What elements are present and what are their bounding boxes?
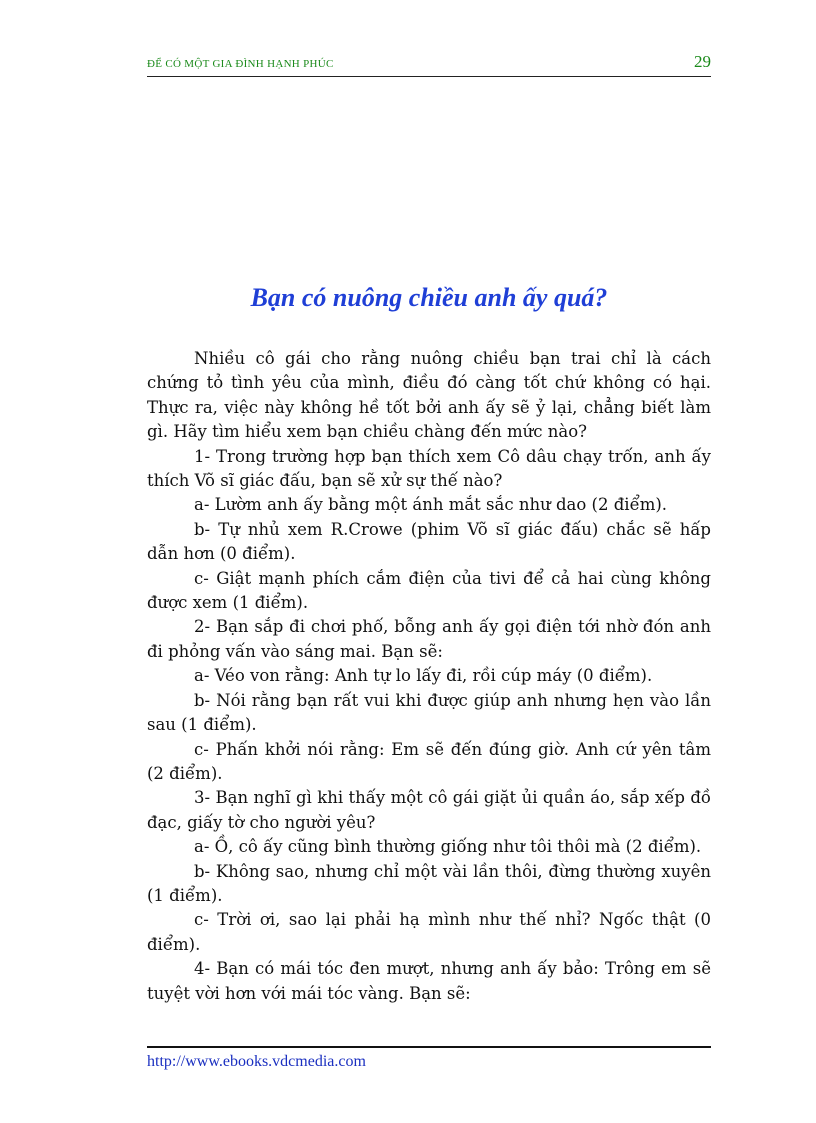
article-title: Bạn có nuông chiều anh ấy quá? xyxy=(250,283,608,312)
answer-3a: a- Ồ, cô ấy cũng bình thường giống như tôi thôi mà (2 điểm). xyxy=(194,837,702,857)
question-3: 3- Bạn nghĩ gì khi thấy một cô gái giặt ủi quần áo, sắp xếp đồ đạc, giấy tờ cho người yêu? xyxy=(147,788,711,832)
header-divider xyxy=(147,76,711,77)
question-4: 4- Bạn có mái tóc đen mượt, nhưng anh ấy bảo: Trông em sẽ tuyệt vời hơn với mái tóc vàng. Bạn sẽ: xyxy=(147,959,711,1003)
answer-2b: b- Nói rằng bạn rất vui khi được giúp anh nhưng hẹn vào lần sau (1 điểm). xyxy=(147,690,711,735)
running-header xyxy=(147,54,711,76)
book-title: ĐỂ CÓ MỘT GIA ĐÌNH HẠNH PHÚC xyxy=(147,58,334,70)
question-2: 2- Bạn sắp đi chơi phố, bỗng anh ấy gọi điện tới nhờ đón anh đi phỏng vấn vào sáng mai. Bạn sẽ: xyxy=(147,617,711,661)
intro-paragraph: Nhiều cô gái cho rằng nuông chiều bạn trai chỉ là cách chứng tỏ tình yêu của mình, điều đó càng tốt chứ không có hại. Thực ra, việc này không hề tốt bởi anh ấy sẽ ỷ lại, chẳng biết làm gì. Hãy tìm hiểu xem bạn chiều chàng đến mức nào? xyxy=(147,349,711,442)
article-body xyxy=(147,347,711,1006)
answer-2c: c- Phấn khởi nói rằng: Em sẽ đến đúng giờ. Anh cứ yên tâm (2 điểm). xyxy=(147,739,711,783)
answer-2a: a- Véo von rằng: Anh tự lo lấy đi, rồi cúp máy (0 điểm). xyxy=(194,666,653,686)
question-1: 1- Trong trường hợp bạn thích xem Cô dâu chạy trốn, anh ấy thích Võ sĩ giác đấu, bạn sẽ xử sự thế nào? xyxy=(147,446,711,491)
page-number: 29 xyxy=(694,52,711,71)
footer-divider xyxy=(147,1046,711,1048)
answer-1b: b- Tự nhủ xem R.Crowe (phim Võ sĩ giác đấu) chắc sẽ hấp dẫn hơn (0 điểm). xyxy=(147,519,711,564)
answer-1a: a- Lườm anh ấy bằng một ánh mắt sắc như dao (2 điểm). xyxy=(194,495,668,515)
footer-url-link[interactable]: http://www.ebooks.vdcmedia.com xyxy=(147,1053,366,1070)
answer-1c: c- Giật mạnh phích cắm điện của tivi để cả hai cùng không được xem (1 điểm). xyxy=(147,568,711,613)
answer-3b: b- Không sao, nhưng chỉ một vài lần thôi, đừng thường xuyên (1 điểm). xyxy=(147,861,711,905)
answer-3c: c- Trời ơi, sao lại phải hạ mình như thế nhỉ? Ngốc thật (0 điểm). xyxy=(147,910,711,954)
